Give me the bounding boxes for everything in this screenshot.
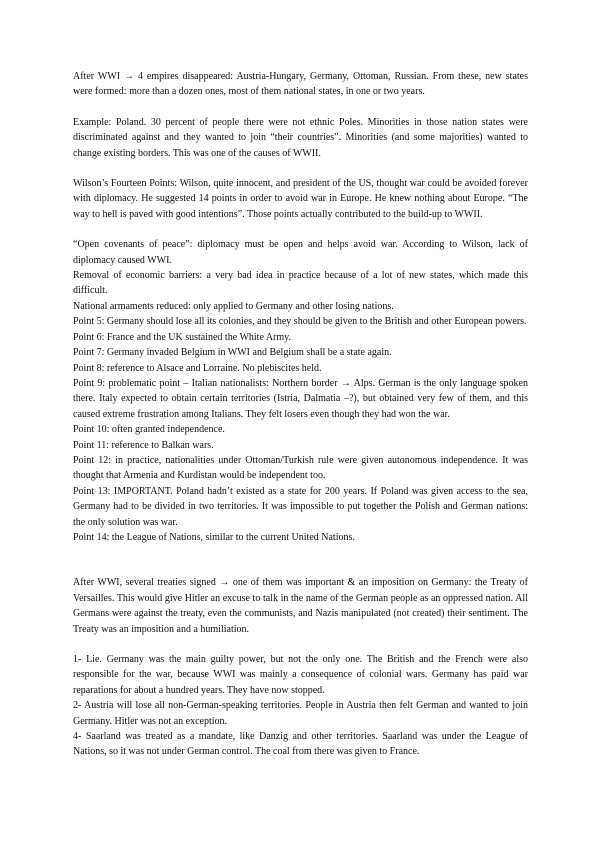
list-item: 4- Saarland was treated as a mandate, like Danzig and other territories. Saarland was under the League of Nations, so it was not under German control. The coal from there was given to France. [73,731,528,758]
list-item: Point 5: Germany should lose all its colonies, and they should be given to the British and other European powers. [73,316,527,328]
list-item: Point 9: problematic point – Italian nationalists: Northern border → Alps. German is the only language spoken there. Italy expected to obtain certain territories (Istria, Dalmatia –?), but obtained very few of them, and this caused extreme frustration among Italians. They felt losers even though they had won the war. [73,377,528,420]
list-item: 1- Lie. Germany was the main guilty power, but not the only one. The British and the French were also responsible for the war, because WWI was mainly a consequence of colonial wars. Germany has paid war reparations for about a hundred years. They have now stopped. [73,654,528,696]
paragraph-empires: After WWI → 4 empires disappeared: Austria-Hungary, Germany, Ottoman, Russian. From these, new states were formed: more than a dozen ones, most of them national states, in one or two years. [73,71,528,98]
list-item: 2- Austria will lose all non-German-speaking territories. People in Austria then felt German and wanted to join Germany. Hitler was not an exception. [73,700,528,727]
list-item: Point 13: IMPORTANT. Poland hadn’t existed as a state for 200 years. If Poland was given access to the sea, Germany had to be divided in two territories. It was impossible to put together the Polish and German nations: the only solution was war. [73,485,528,528]
list-item: Point 11: reference to Balkan wars. [73,439,214,451]
list-item: National armaments reduced: only applied to Germany and other losing nations. [73,300,394,312]
list-item: Point 7: Germany invaded Belgium in WWI and Belgium shall be a state again. [73,347,392,359]
list-item: Point 6: France and the UK sustained the White Army. [73,331,292,343]
list-item: Point 12: in practice, nationalities under Ottoman/Turkish rule were given autonomous independence. It was thought that Armenia and Kurdistan would be independent too. [73,454,528,482]
list-item: Point 14: the League of Nations, similar to the current United Nations. [73,531,355,543]
list-item: Point 10: often granted independence. [73,424,225,436]
paragraph-treaty-of-versailles: After WWI, several treaties signed → one of them was important & an imposition on Germany: the Treaty of Versailles. This would give Hitler an excuse to talk in the name of the German people as an oppressed nation. All Germans were against the treaty, even the communists, and Nazis manipulated (not created) their sentiment. The Treaty was an imposition and a humiliation. [73,577,528,635]
list-item: Point 8: reference to Alsace and Lorraine. No plebiscites held. [73,362,322,374]
list-item: Removal of economic barriers: a very bad idea in practice because of a lot of new states, which made this difficult. [73,270,528,297]
fourteen-points-list [73,237,528,545]
list-item: “Open covenants of peace”: diplomacy must be open and helps avoid war. According to Wilson, lack of diplomacy caused WWI. [73,239,528,266]
treaty-points-list [73,652,528,760]
paragraph-poland-example: Example: Poland. 30 percent of people there were not ethnic Poles. Minorities in those nation states were discriminated against and they wanted to join “their countries”. Minorities (and some majorities) wanted to change existing borders. This was one of the causes of WWII. [73,116,528,159]
paragraph-wilson-fourteen-points: Wilson’s Fourteen Points: Wilson, quite innocent, and president of the US, thought war could be avoided forever with diplomacy. He suggested 14 points in order to avoid war in Europe. He knew nothing about Europe. “The way to hell is paved with good intentions”. Those points actually contributed to the build-up to WWII. [73,178,528,220]
